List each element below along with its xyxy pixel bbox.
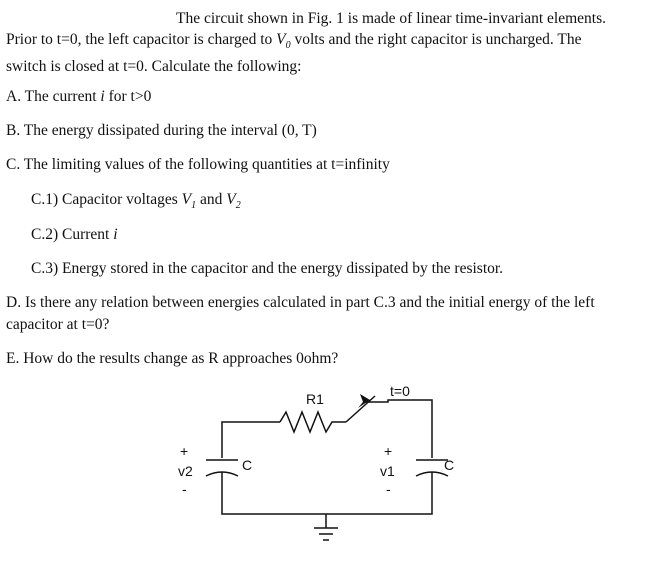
item-b: B. The energy dissipated during the interval (0, T): [6, 122, 317, 139]
wire-top-left: [222, 422, 280, 458]
wire-bottom: [222, 472, 432, 514]
item-c2: [31, 224, 118, 245]
resistor-label: R1: [306, 391, 324, 407]
item-c: C. The limiting values of the following quantities at t=infinity: [6, 156, 390, 173]
v2-subscript: 2: [235, 200, 241, 212]
right-minus: -: [386, 481, 391, 497]
item-a: [6, 86, 151, 107]
item-e: E. How do the results change as R approaches 0ohm?: [6, 350, 339, 367]
item-c2-text: C.2) Current: [31, 226, 114, 243]
item-c1-text: C.1) Capacitor voltages: [31, 191, 182, 208]
wire-top-right: [386, 400, 432, 458]
right-plus: +: [384, 443, 393, 459]
item-c3: C.3) Energy stored in the capacitor and the energy dissipated by the resistor.: [31, 260, 504, 277]
problem-intro: [6, 8, 646, 77]
v1-subscript: 1: [191, 200, 197, 212]
intro-line-2b: volts and the right capacitor is uncharged. The: [290, 31, 582, 48]
switch-label: t=0: [390, 383, 410, 399]
circuit-diagram: [160, 380, 460, 560]
left-plus: +: [180, 443, 189, 459]
left-cap-label: C: [242, 457, 253, 473]
right-cap-label: C: [444, 457, 455, 473]
v2-symbol: V: [226, 191, 236, 208]
v0-symbol: V: [276, 31, 286, 48]
v1-symbol: V: [181, 191, 192, 208]
item-c1: [31, 189, 241, 216]
item-a-suffix: for t>0: [104, 88, 152, 105]
left-voltage-label: v2: [178, 463, 193, 479]
intro-line-3: switch is closed at t=0. Calculate the following:: [6, 58, 302, 76]
item-d-line1: D. Is there any relation between energies calculated in part C.3 and the initial energy of the left: [6, 294, 595, 311]
current-symbol: i: [100, 88, 105, 105]
intro-line-1: The circuit shown in Fig. 1 is made of linear time-invariant elements.: [176, 10, 607, 27]
resistor-r1: [280, 412, 346, 432]
right-voltage-label: v1: [380, 463, 395, 479]
switch-lever: [346, 396, 375, 422]
left-minus: -: [182, 481, 187, 497]
item-a-text: A. The current: [6, 88, 101, 105]
v0-subscript: 0: [285, 40, 291, 52]
current-symbol-c2: i: [113, 226, 118, 243]
intro-line-2a: Prior to t=0, the left capacitor is charged to: [6, 31, 277, 48]
and-text: and: [196, 191, 227, 208]
item-d-line2: capacitor at t=0?: [6, 316, 110, 333]
